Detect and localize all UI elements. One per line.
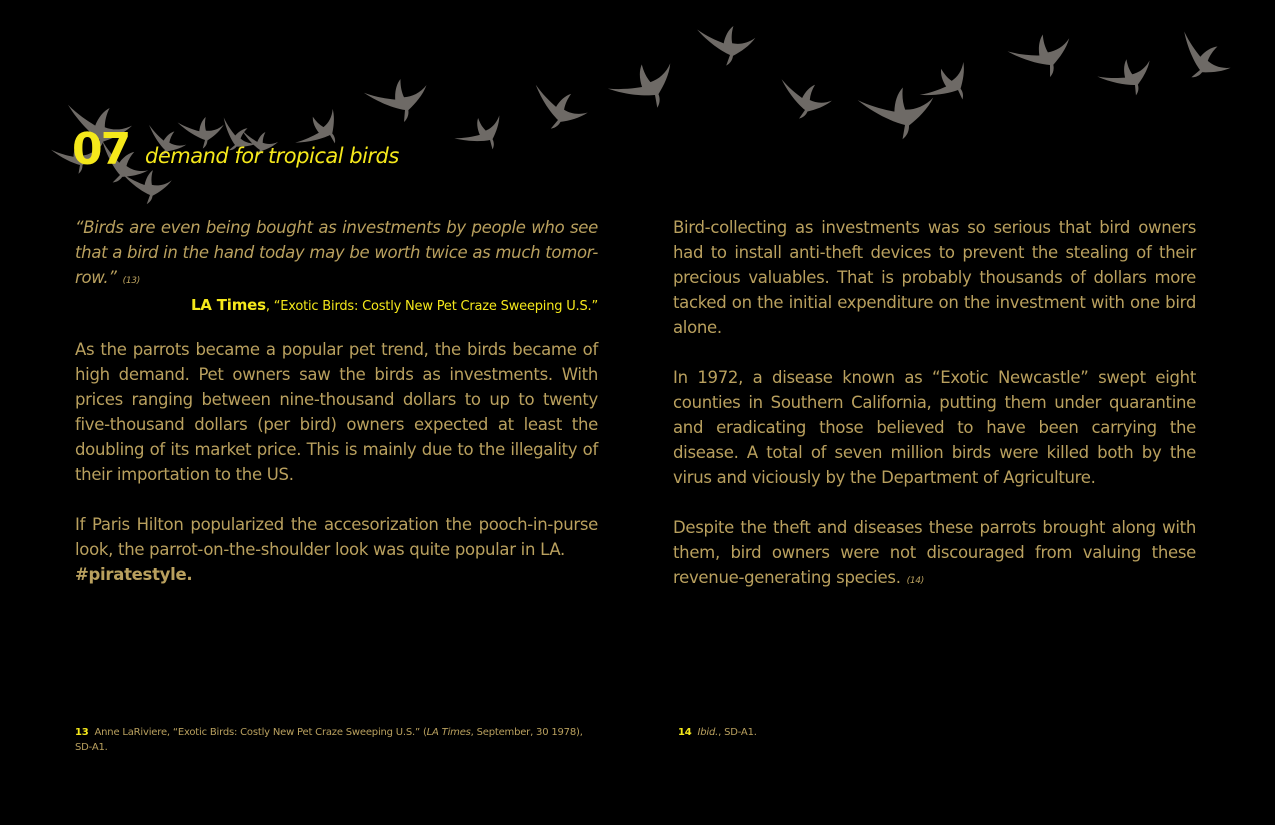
paragraph-text: Despite the theft and diseases these parrots brought along with them, bird owners were not discouraged from valuing these revenue-generating species. — [673, 518, 1196, 587]
bird-icon — [364, 67, 437, 132]
bird-icon — [697, 20, 759, 70]
paragraph — [75, 512, 598, 587]
citation-source-name: LA Times — [190, 296, 266, 314]
flying-birds-decoration — [0, 0, 1275, 230]
footnote-14 — [678, 725, 1178, 740]
bird-icon — [1008, 21, 1082, 89]
pull-quote-text: “Birds are even being bought as investments by people who see that a bird in the hand today may be worth twice as much tomor-row.” — [75, 218, 598, 287]
footnote-number: 14 — [678, 727, 692, 738]
footnote-text: , SD-A1. — [718, 727, 757, 738]
right-column — [673, 215, 1196, 594]
bird-icon — [454, 104, 513, 163]
footnote-13 — [75, 725, 598, 755]
bird-icon — [1170, 31, 1237, 88]
footnote-text: Anne LaRiviere, “Exotic Birds: Costly New Pet Craze Sweeping U.S.” ( — [94, 727, 427, 738]
bird-icon — [1097, 47, 1161, 108]
citation-source-title: , “Exotic Birds: Costly New Pet Craze Sweeping U.S.” — [265, 299, 598, 314]
bird-icon — [608, 47, 687, 124]
footnote-publication: Ibid. — [697, 727, 719, 738]
paragraph: Bird-collecting as investments was so serious that bird owners had to install anti-theft devices to prevent the stealing of their precious valuables. That is probably thousands of dollars more tacked on the initial expenditure on the investment with one bird alone. — [673, 218, 1196, 337]
bird-icon — [858, 75, 944, 149]
paragraph-text: If Paris Hilton popularized the accesorization the pooch-in-purse look, the parrot-on-the-shoulder look was quite popular in LA. — [75, 515, 598, 559]
bird-icon — [920, 52, 981, 116]
left-column — [75, 215, 598, 587]
hashtag: #piratestyle. — [75, 565, 193, 584]
quote-citation — [75, 296, 598, 314]
chapter-title: demand for tropical birds — [145, 144, 399, 168]
paragraph: In 1972, a disease known as “Exotic Newcastle” swept eight counties in Southern California, putting them under quarantine and eradicating those believed to have been carrying the disease. A total of seven million birds were killed both by the virus and viciously by the Department of Agriculture. — [673, 368, 1196, 487]
footnote-number: 13 — [75, 727, 89, 738]
footnote-text: , September, 30 1978), SD-A1. — [75, 727, 583, 753]
paragraph-reference: (14) — [906, 576, 924, 586]
chapter-number: 07 — [72, 124, 130, 175]
quote-reference: (13) — [122, 276, 140, 286]
pull-quote — [75, 215, 598, 294]
footnote-publication: LA Times — [426, 727, 471, 738]
paragraph: As the parrots became a popular pet trend, the birds became of high demand. Pet owners saw the birds as investments. With prices ranging between nine-thousand dollars to up to twenty five-thousand dollars (per bird) owners expected at least the doubling of its market price. This is mainly due to the illegality of their importation to the US. — [75, 340, 598, 484]
paragraph — [673, 515, 1196, 594]
bird-icon — [529, 85, 591, 135]
bird-icon — [778, 79, 833, 121]
